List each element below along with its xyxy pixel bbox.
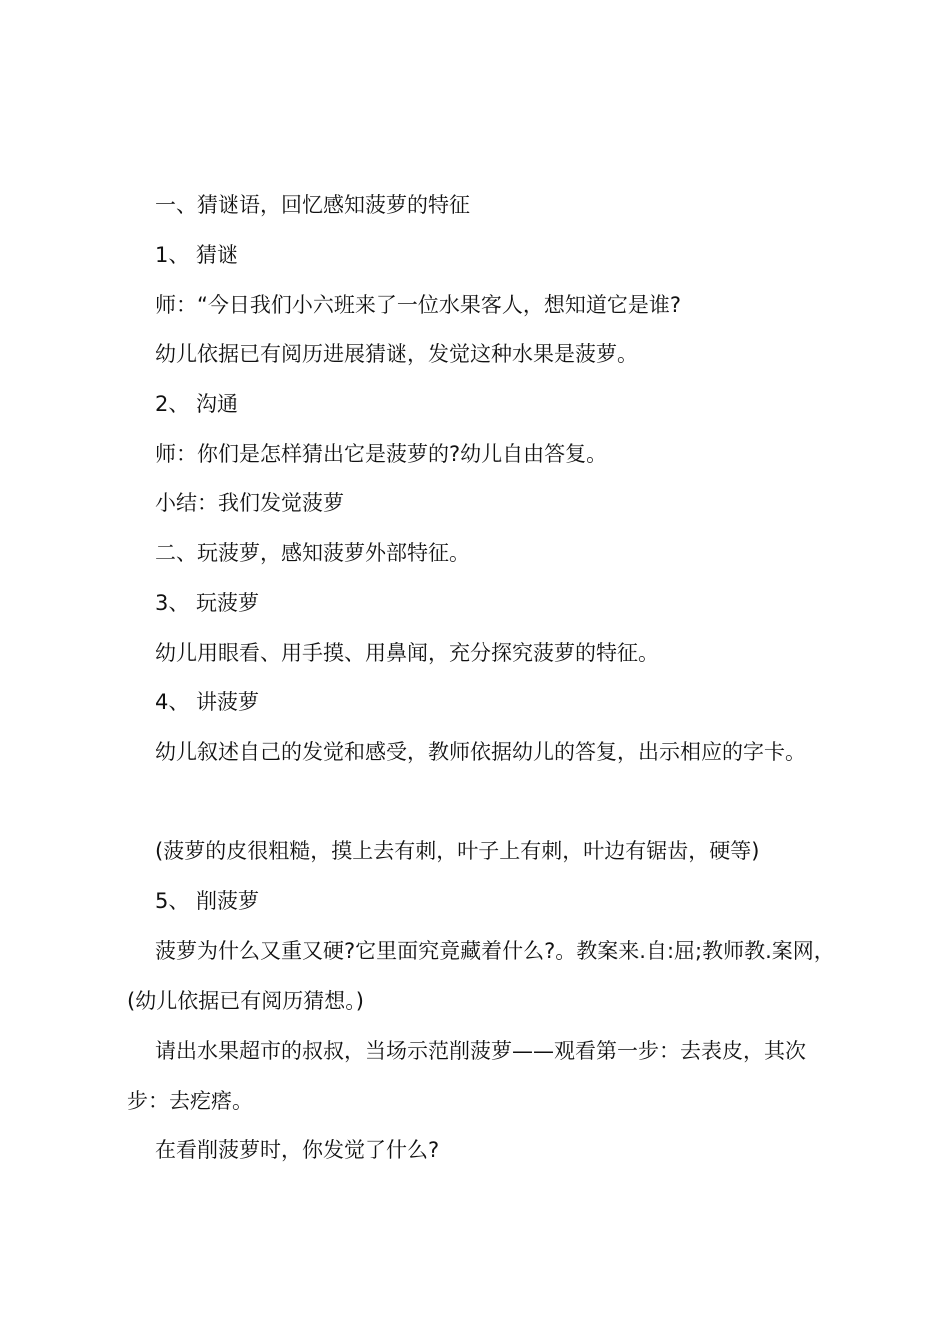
paragraph-children-guess: 幼儿依据已有阅历进展猜谜，发觉这种水果是菠萝。 (155, 342, 638, 366)
paragraph-describe: 幼儿叙述自己的发觉和感受，教师依据幼儿的答复，出示相应的字卡。 (155, 740, 806, 764)
step-3-title: 3、 玩菠萝 (155, 591, 260, 615)
step-2-title: 2、 沟通 (155, 392, 239, 416)
teacher-line-2: 师：你们是怎样猜出它是菠萝的?幼儿自由答复。 (155, 442, 608, 466)
paragraph-why-heavy: 菠萝为什么又重又硬?它里面究竟藏着什么?。教案来.自:屈;教师教.案网，(幼儿依据已有阅历猜想。) (127, 939, 835, 1013)
step-4-title: 4、 讲菠萝 (155, 690, 260, 714)
paragraph-question: 在看削菠萝时，你发觉了什么? (155, 1138, 440, 1162)
summary-line: 小结：我们发觉菠萝 (155, 491, 344, 515)
teacher-line-1: 师：“今日我们小六班来了一位水果客人，想知道它是谁? (155, 293, 682, 317)
step-5-title: 5、 削菠萝 (155, 889, 260, 913)
paragraph-demonstration: 请出水果超市的叔叔，当场示范削菠萝——观看第一步：去表皮，其次步：去疙瘩。 (127, 1039, 806, 1113)
step-1-title: 1、 猜谜 (155, 243, 239, 267)
heading-play-pineapple: 二、玩菠萝，感知菠萝外部特征。 (155, 541, 470, 565)
heading-guess-riddle: 一、猜谜语，回忆感知菠萝的特征 (155, 193, 470, 217)
paragraph-pineapple-traits: (菠萝的皮很粗糙，摸上去有刺，叶子上有刺，叶边有锯齿，硬等) (155, 839, 760, 863)
paragraph-explore: 幼儿用眼看、用手摸、用鼻闻，充分探究菠萝的特征。 (155, 641, 659, 665)
